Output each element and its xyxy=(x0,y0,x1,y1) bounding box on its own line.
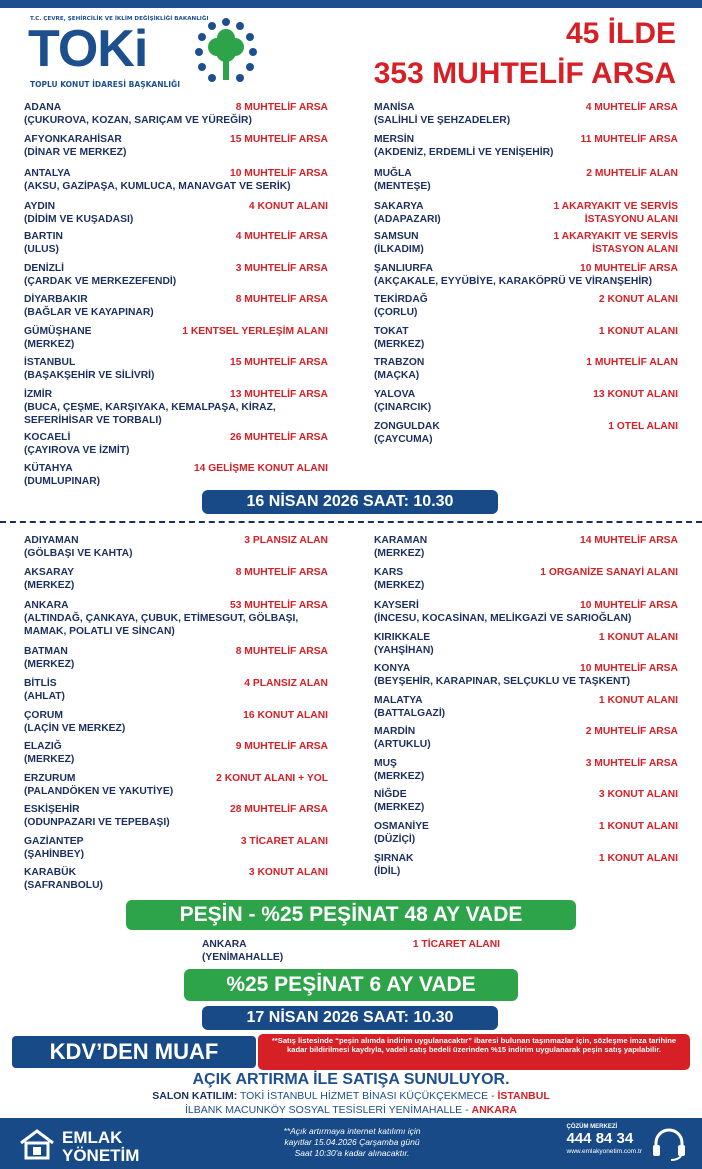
list-item: MALATYA (BATTALGAZİ) 1 KONUT ALANI xyxy=(374,695,678,719)
list-item: AYDIN (DİDİM VE KUŞADASI) 4 KONUT ALANI xyxy=(24,201,328,225)
footer-bar: EMLAK YÖNETİM **Açık artırmaya internet katılımı için kayıtlar 15.04.2026 Çarşamba günü Saat 10:30'a kadar alınacaktır. ÇÖZÜM MERKEZİ 444 84 34 www.emlakyonetim.com.tr xyxy=(0,1118,702,1169)
list-item: TEKİRDAĞ (ÇORLU) 2 KONUT ALANI xyxy=(374,294,678,318)
list-item: AKSARAY (MERKEZ) 8 MUHTELİF ARSA xyxy=(24,567,328,591)
list-item: DİYARBAKIR (BAĞLAR VE KAYAPINAR) 8 MUHTELİF ARSA xyxy=(24,294,328,318)
list-item: DENİZLİ (ÇARDAK VE MERKEZEFENDİ) 3 MUHTELİF ARSA xyxy=(24,263,328,287)
list-item: BİTLİS (AHLAT) 4 PLANSIZ ALAN xyxy=(24,678,328,702)
list-item: SAMSUN (İLKADIM) 1 AKARYAKIT VE SERVİS İSTASYON ALANI xyxy=(374,231,678,255)
house-icon xyxy=(18,1128,56,1160)
list-item: ÇORUM (LAÇİN VE MERKEZ) 16 KONUT ALANI xyxy=(24,710,328,734)
list-item: BARTIN (ULUS) 4 MUHTELİF ARSA xyxy=(24,231,328,255)
list-item: ELAZIĞ (MERKEZ) 9 MUHTELİF ARSA xyxy=(24,741,328,765)
list-item: ANTALYA (AKSU, GAZİPAŞA, KUMLUCA, MANAVGAT VE SERİK) 10 MUHTELİF ARSA xyxy=(24,168,328,192)
list-item: KIRIKKALE (YAHŞİHAN) 1 KONUT ALANI xyxy=(374,632,678,656)
list-item: ERZURUM (PALANDÖKEN VE YAKUTİYE) 2 KONUT ALANI + YOL xyxy=(24,773,328,797)
list-item: NİĞDE (MERKEZ) 3 KONUT ALANI xyxy=(374,789,678,813)
list-item: SAKARYA (ADAPAZARI) 1 AKARYAKIT VE SERVİS İSTASYONU ALANI xyxy=(374,201,678,225)
agency-name: TOPLU KONUT İDARESİ BAŞKANLIĞI xyxy=(30,80,180,89)
list-item: ANKARA (ALTINDAĞ, ÇANKAYA, ÇUBUK, ETİMESGUT, GÖLBAŞI, MAMAK, POLATLI VE SİNCAN) 53 MUHTELİF ARSA xyxy=(24,600,328,637)
logo-wordmark: TOKi xyxy=(28,20,148,78)
top-stripe xyxy=(0,0,702,8)
payment-plan-48: PEŞİN - %25 PEŞİNAT 48 AY VADE xyxy=(126,900,576,930)
call-center: ÇÖZÜM MERKEZİ 444 84 34 www.emlakyonetim.com.tr xyxy=(566,1124,642,1155)
section-divider xyxy=(0,521,702,523)
list-item: ADANA (ÇUKUROVA, KOZAN, SARIÇAM VE YÜREĞİR) 8 MUHTELİF ARSA xyxy=(24,102,328,126)
ministry-name: T.C. ÇEVRE, ŞEHİRCİLİK VE İKLİM DEĞİŞİKLİĞİ BAKANLIĞI xyxy=(30,16,209,22)
list-item: ŞIRNAK (İDİL) 1 KONUT ALANI xyxy=(374,853,678,877)
list-item: MANİSA (SALİHLİ VE ŞEHZADELER) 4 MUHTELİF ARSA xyxy=(374,102,678,126)
list-item: ADIYAMAN (GÖLBAŞI VE KAHTA) 3 PLANSIZ ALAN xyxy=(24,535,328,559)
list-item: İSTANBUL (BAŞAKŞEHİR VE SİLİVRİ) 15 MUHTELİF ARSA xyxy=(24,357,328,381)
list-item: GAZİANTEP (ŞAHİNBEY) 3 TİCARET ALANI xyxy=(24,836,328,860)
headline-land-count: 353 MUHTELİF ARSA xyxy=(373,57,676,90)
list-item: BATMAN (MERKEZ) 8 MUHTELİF ARSA xyxy=(24,646,328,670)
list-item: ŞANLIURFA (AKÇAKALE, EYYÜBİYE, KARAKÖPRÜ VE VİRANŞEHİR) 10 MUHTELİF ARSA xyxy=(374,263,678,287)
salon-line-istanbul: SALON KATILIM: TOKİ İSTANBUL HİZMET BİNASI KÜÇÜKÇEKMECE - İSTANBUL xyxy=(152,1090,550,1102)
salon-line-ankara: İLBANK MACUNKÖY SOSYAL TESİSLERİ YENİMAHALLE - ANKARA xyxy=(184,1104,518,1116)
list-item: GÜMÜŞHANE (MERKEZ) 1 KENTSEL YERLEŞİM ALANI xyxy=(24,326,328,350)
list-item: KÜTAHYA (DUMLUPINAR) 14 GELİŞME KONUT ALANI xyxy=(24,463,328,487)
list-item: TRABZON (MAÇKA) 1 MUHTELİF ALAN xyxy=(374,357,678,381)
list-item: MARDİN (ARTUKLU) 2 MUHTELİF ARSA xyxy=(374,726,678,750)
payment-plan-6: %25 PEŞİNAT 6 AY VADE xyxy=(184,969,518,1001)
auction-date-1: 16 NİSAN 2026 SAAT: 10.30 xyxy=(202,490,498,514)
list-item: ANKARA (YENİMAHALLE) 1 TİCARET ALANI xyxy=(202,939,500,963)
internet-participation-note: **Açık artırmaya internet katılımı için kayıtlar 15.04.2026 Çarşamba günü Saat 10:30'a kadar alınacaktır. xyxy=(283,1126,421,1158)
headline-provinces: 45 İLDE xyxy=(565,17,676,50)
auction-title: AÇIK ARTIRMA İLE SATIŞA SUNULUYOR. xyxy=(192,1071,510,1088)
vat-exempt-badge: KDV’DEN MUAF xyxy=(12,1036,256,1068)
tree-emblem-icon xyxy=(186,16,266,88)
list-item: KARAMAN (MERKEZ) 14 MUHTELİF ARSA xyxy=(374,535,678,559)
list-item: AFYONKARAHİSAR (DİNAR VE MERKEZ) 15 MUHTELİF ARSA xyxy=(24,134,328,158)
list-item: KARABÜK (SAFRANBOLU) 3 KONUT ALANI xyxy=(24,867,328,891)
list-item: OSMANİYE (DÜZİÇİ) 1 KONUT ALANI xyxy=(374,821,678,845)
list-item: KARS (MERKEZ) 1 ORGANİZE SANAYİ ALANI xyxy=(374,567,678,591)
list-item: ESKİŞEHİR (ODUNPAZARI VE TEPEBAŞI) 28 MUHTELİF ARSA xyxy=(24,804,328,828)
auction-date-2: 17 NİSAN 2026 SAAT: 10.30 xyxy=(202,1006,498,1030)
list-item: İZMİR (BUCA, ÇEŞME, KARŞIYAKA, KEMALPAŞA, KİRAZ, SEFERİHİSAR VE TORBALI) 13 MUHTELİF ARSA xyxy=(24,389,328,426)
headset-icon xyxy=(650,1126,688,1162)
list-item: KAYSERİ (İNCESU, KOCASİNAN, MELİKGAZİ VE SARIOĞLAN) 10 MUHTELİF ARSA xyxy=(374,600,678,624)
list-item: MERSİN (AKDENİZ, ERDEMLİ VE YENİŞEHİR) 11 MUHTELİF ARSA xyxy=(374,134,678,158)
list-item: TOKAT (MERKEZ) 1 KONUT ALANI xyxy=(374,326,678,350)
phone-number[interactable]: 444 84 34 xyxy=(566,1130,634,1147)
website-link[interactable]: www.emlakyonetim.com.tr xyxy=(566,1148,642,1155)
list-item: MUĞLA (MENTEŞE) 2 MUHTELİF ALAN xyxy=(374,168,678,192)
list-item: YALOVA (ÇINARCIK) 13 KONUT ALANI xyxy=(374,389,678,413)
list-item: KONYA (BEYŞEHİR, KARAPINAR, SELÇUKLU VE TAŞKENT) 10 MUHTELİF ARSA xyxy=(374,663,678,687)
list-item: KOCAELİ (ÇAYIROVA VE İZMİT) 26 MUHTELİF ARSA xyxy=(24,432,328,456)
list-item: ZONGULDAK (ÇAYCUMA) 1 OTEL ALANI xyxy=(374,421,678,445)
toki-logo xyxy=(22,14,272,94)
list-item: MUŞ (MERKEZ) 3 MUHTELİF ARSA xyxy=(374,758,678,782)
discount-note: **Satış listesinde “peşin alımda indirim uygulanacaktır” ibaresi bulunan taşınmazlar için, sözleşme imza tarihine kadar bildirilmesi kaydıyla, vadeli satış bedeli üzerinden %15 indirim uygulanarak peşin satış yapılabilir. xyxy=(258,1034,690,1070)
